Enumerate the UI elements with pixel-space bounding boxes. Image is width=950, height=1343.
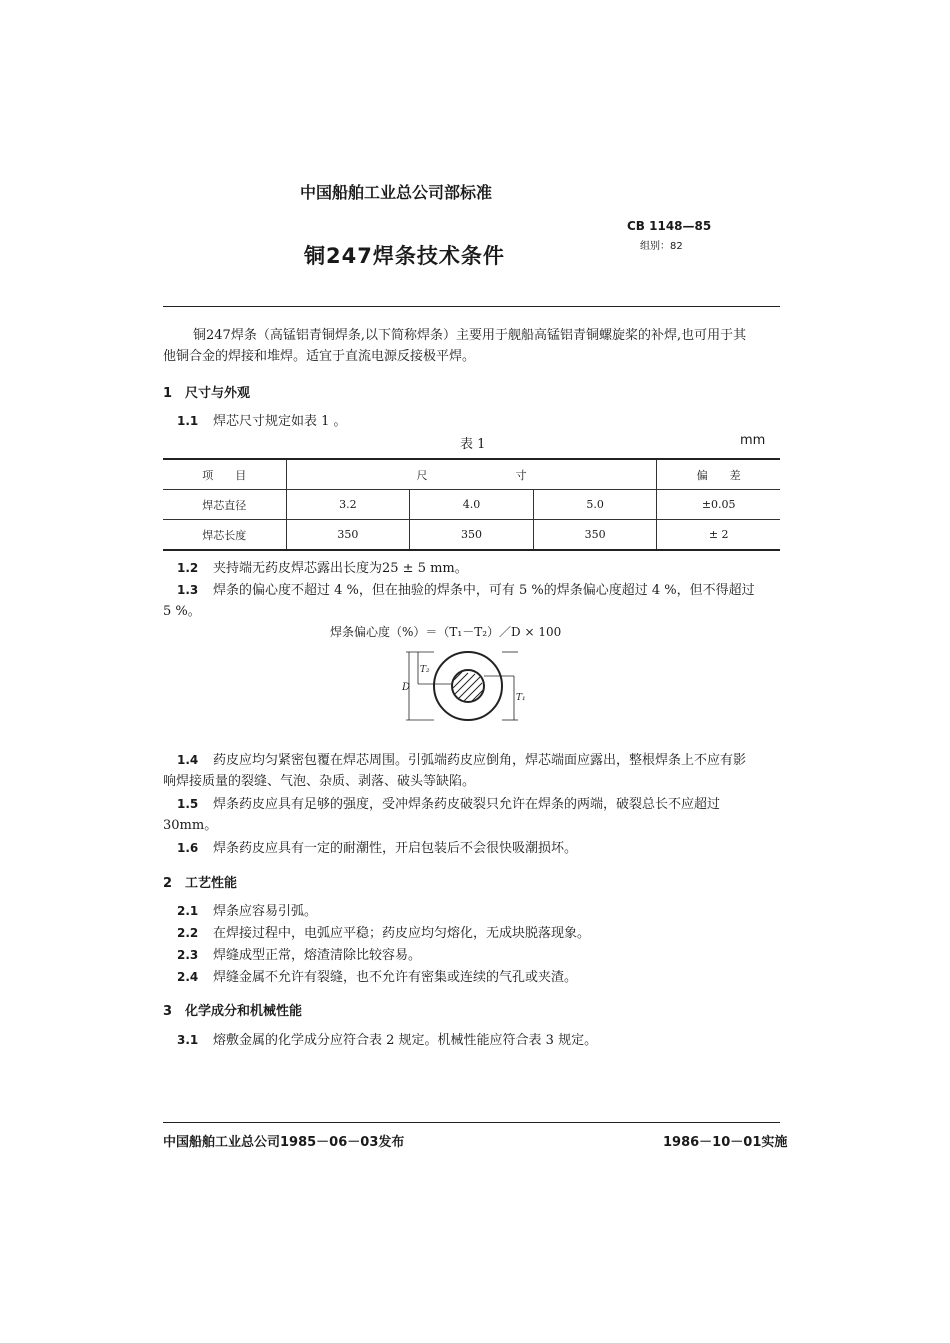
item-number: 3.1 [177, 1033, 199, 1047]
item-number: 2.1 [177, 904, 199, 918]
doc-code: CB 1148—85 [627, 219, 712, 233]
table-cell: 焊芯长度 [163, 520, 286, 551]
item-text: 焊条的偏心度不超过 4 %，但在抽验的焊条中，可有 5 %的焊条偏心度超过 4 %，但不得超过 [213, 583, 755, 598]
t2-label: T₂ [420, 665, 430, 675]
header-cell: 偏 差 [657, 459, 780, 490]
item-2-2 [177, 922, 590, 945]
item-1-5-cont: 30mm。 [163, 818, 218, 833]
item-number: 1.4 [177, 753, 199, 767]
section-2-heading: 2 工艺性能 [163, 876, 238, 891]
group-label: 组别：82 [640, 241, 683, 252]
item-2-1 [177, 900, 317, 923]
table-row [163, 490, 780, 520]
item-1-4-cont: 响焊接质量的裂缝、气泡、杂质、剥落、破头等缺陷。 [163, 774, 476, 789]
item-number: 1.3 [177, 583, 199, 597]
item-1-2 [177, 557, 468, 580]
table-cell: 3.2 [286, 490, 410, 520]
t1-label: T₁ [516, 693, 526, 703]
item-text: 焊芯尺寸规定如表 1 。 [213, 414, 347, 429]
item-1-1 [177, 410, 347, 433]
table-unit: mm [740, 433, 766, 448]
eccentricity-formula: 焊条偏心度（%）＝（T₁－T₂）／D × 100 [330, 625, 562, 639]
item-2-3 [177, 944, 421, 967]
table-cell: ±0.05 [657, 490, 780, 520]
item-text: 焊缝金属不允许有裂缝，也不允许有密集或连续的气孔或夹渣。 [213, 970, 578, 985]
item-number: 2.2 [177, 926, 199, 940]
item-1-3 [177, 579, 755, 602]
item-number: 1.6 [177, 841, 199, 855]
item-text: 药皮应均匀紧密包覆在焊芯周围。引弧端药皮应倒角，焊芯端面应露出，整根焊条上不应有影 [213, 753, 747, 768]
table-cell: 焊芯直径 [163, 490, 286, 520]
doc-title: 铜247焊条技术条件 [304, 244, 505, 268]
item-number: 1.1 [177, 414, 199, 428]
item-1-6 [177, 837, 577, 860]
item-1-3-cont: 5 %。 [163, 604, 201, 619]
item-number: 1.5 [177, 797, 199, 811]
effective-date: 1986－10－01实施 [663, 1135, 788, 1150]
table-cell: 4.0 [410, 490, 534, 520]
item-text: 夹持端无药皮焊芯露出长度为25 ± 5 mm。 [213, 561, 468, 576]
header-cell: 尺 寸 [286, 459, 657, 490]
table-caption: 表 1 [460, 437, 486, 452]
item-number: 2.3 [177, 948, 199, 962]
section-1-heading: 1 尺寸与外观 [163, 386, 251, 401]
item-text: 焊条药皮应具有一定的耐潮性，开启包装后不会很快吸潮损坏。 [213, 841, 578, 856]
item-1-4 [177, 749, 746, 772]
table-cell: 350 [410, 520, 534, 551]
table-cell: 350 [286, 520, 410, 551]
d-label: D [402, 682, 411, 693]
item-number: 2.4 [177, 970, 199, 984]
table-cell: 350 [533, 520, 657, 551]
org-title: 中国船舶工业总公司部标准 [300, 183, 493, 202]
footer-rule [163, 1122, 780, 1123]
issued-date: 中国船舶工业总公司1985－06－03发布 [163, 1135, 405, 1150]
table-cell: 5.0 [533, 490, 657, 520]
intro-line-1: 铜247焊条（高锰铝青铜焊条,以下简称焊条）主要用于舰船高锰铝青铜螺旋桨的补焊,也可用于其 [193, 328, 747, 343]
item-text: 焊条药皮应具有足够的强度，受冲焊条药皮破裂只允许在焊条的两端，破裂总长不应超过 [213, 797, 721, 812]
intro-line-2: 他铜合金的焊接和堆焊。适宜于直流电源反接极平焊。 [163, 349, 476, 364]
item-text: 在焊接过程中，电弧应平稳；药皮应均匀熔化，无成块脱落现象。 [213, 926, 591, 941]
table-row [163, 520, 780, 551]
header-cell: 项 目 [163, 459, 286, 490]
item-text: 熔敷金属的化学成分应符合表 2 规定。机械性能应符合表 3 规定。 [213, 1033, 598, 1048]
item-2-4 [177, 966, 577, 989]
electrode-cross-section-diagram [390, 648, 530, 724]
header-rule [163, 306, 780, 307]
dimensions-table [163, 458, 780, 551]
item-3-1 [177, 1029, 597, 1052]
item-text: 焊缝成型正常，熔渣清除比较容易。 [213, 948, 422, 963]
table-cell: ± 2 [657, 520, 780, 551]
item-number: 1.2 [177, 561, 199, 575]
coating-outline [434, 652, 502, 720]
section-3-heading: 3 化学成分和机械性能 [163, 1004, 303, 1019]
item-1-5 [177, 793, 720, 816]
item-text: 焊条应容易引弧。 [213, 904, 318, 919]
table-header-row [163, 459, 780, 490]
